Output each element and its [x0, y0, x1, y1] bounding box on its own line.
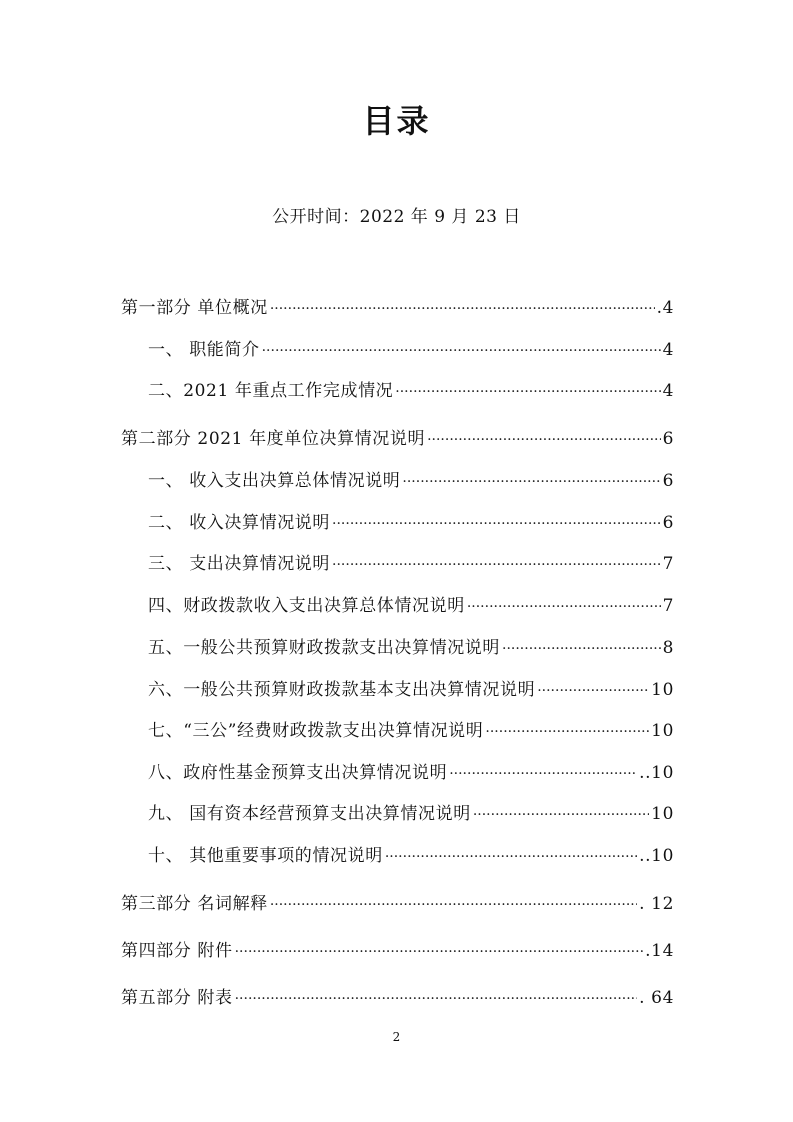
toc-dot-leader [395, 378, 660, 406]
toc-entry-label: 五、一般公共预算财政拨款支出决算情况说明 [148, 638, 500, 658]
toc-dot-leader [427, 426, 661, 454]
toc-entry[interactable] [148, 377, 674, 405]
toc-dot-leader [502, 635, 661, 663]
toc-entry-label: 二、 收入决算情况说明 [148, 513, 331, 533]
toc-dot-leader [402, 468, 660, 496]
toc-entry-label: 第三部分 名词解释 [121, 894, 268, 914]
toc-dot-leader [537, 677, 649, 705]
toc-entry-page: 7 [662, 554, 674, 574]
toc-entry-label: 二、2021 年重点工作完成情况 [148, 381, 394, 401]
toc-entry-label: 七、“三公”经费财政拨款支出决算情况说明 [148, 721, 484, 741]
toc-entry[interactable] [148, 467, 674, 495]
toc-entry-page: . 12 [639, 894, 674, 914]
toc-entry[interactable] [121, 294, 674, 322]
toc-entry-label: 九、 国有资本经营预算支出决算情况说明 [148, 804, 471, 824]
toc-entry-page: 4 [662, 340, 674, 360]
toc-dot-leader [467, 593, 661, 621]
publish-date: 公开时间：2022 年 9 月 23 日 [272, 207, 521, 227]
toc-entry-page: 6 [662, 471, 674, 491]
toc-dot-leader [332, 551, 661, 579]
toc-dot-leader [449, 760, 637, 788]
toc-dot-leader [473, 801, 649, 829]
toc-entry[interactable] [148, 842, 674, 870]
toc-entry-page: 10 [651, 680, 674, 700]
toc-entry[interactable] [148, 634, 674, 662]
toc-dot-leader [235, 938, 644, 966]
toc-entry[interactable] [121, 984, 674, 1012]
page-number: 2 [392, 1030, 401, 1044]
toc-dot-leader [485, 718, 649, 746]
toc-entry[interactable] [148, 759, 674, 787]
toc-entry-page: . 64 [639, 988, 674, 1008]
toc-entry-page: .14 [645, 941, 674, 961]
toc-entry[interactable] [148, 592, 674, 620]
toc-dot-leader [262, 337, 661, 365]
toc-dot-leader [385, 843, 637, 871]
toc-entry-label: 第五部分 附表 [121, 988, 233, 1008]
toc-entry-page: 6 [662, 513, 674, 533]
toc-entry-page: 8 [662, 638, 674, 658]
toc-entry[interactable] [148, 676, 674, 704]
toc-entry-label: 一、 职能简介 [148, 340, 260, 360]
toc-entry-page: 10 [651, 721, 674, 741]
toc-entry-label: 十、 其他重要事项的情况说明 [148, 846, 383, 866]
toc-entry-page: ..10 [639, 763, 674, 783]
toc-entry-label: 第四部分 附件 [121, 941, 233, 961]
toc-entry[interactable] [121, 937, 674, 965]
page-title: 目录 [362, 102, 431, 140]
toc-entry-label: 六、一般公共预算财政拨款基本支出决算情况说明 [148, 680, 536, 700]
toc-entry-label: 八、政府性基金预算支出决算情况说明 [148, 763, 448, 783]
toc-dot-leader [270, 891, 637, 919]
toc-entry[interactable] [148, 550, 674, 578]
toc-entry[interactable] [148, 509, 674, 537]
toc-entry[interactable] [148, 336, 674, 364]
toc-entry-page: ..10 [639, 846, 674, 866]
toc-dot-leader [332, 510, 661, 538]
toc-entry-page: 4 [662, 381, 674, 401]
toc-entry-label: 一、 收入支出决算总体情况说明 [148, 471, 401, 491]
toc-entry-page: 7 [662, 596, 674, 616]
toc-entry-label: 第二部分 2021 年度单位决算情况说明 [121, 429, 426, 449]
toc-entry[interactable] [121, 425, 674, 453]
toc-entry[interactable] [148, 717, 674, 745]
toc-entry[interactable] [121, 890, 674, 918]
toc-entry-label: 四、财政拨款收入支出决算总体情况说明 [148, 596, 465, 616]
toc-entry-page: 6 [662, 429, 674, 449]
toc-dot-leader [270, 295, 655, 323]
toc-dot-leader [235, 985, 638, 1013]
toc-entry-label: 三、 支出决算情况说明 [148, 554, 331, 574]
toc-entry[interactable] [148, 800, 674, 828]
toc-entry-page: .4 [656, 298, 674, 318]
toc-entry-label: 第一部分 单位概况 [121, 298, 268, 318]
toc-entry-page: 10 [651, 804, 674, 824]
